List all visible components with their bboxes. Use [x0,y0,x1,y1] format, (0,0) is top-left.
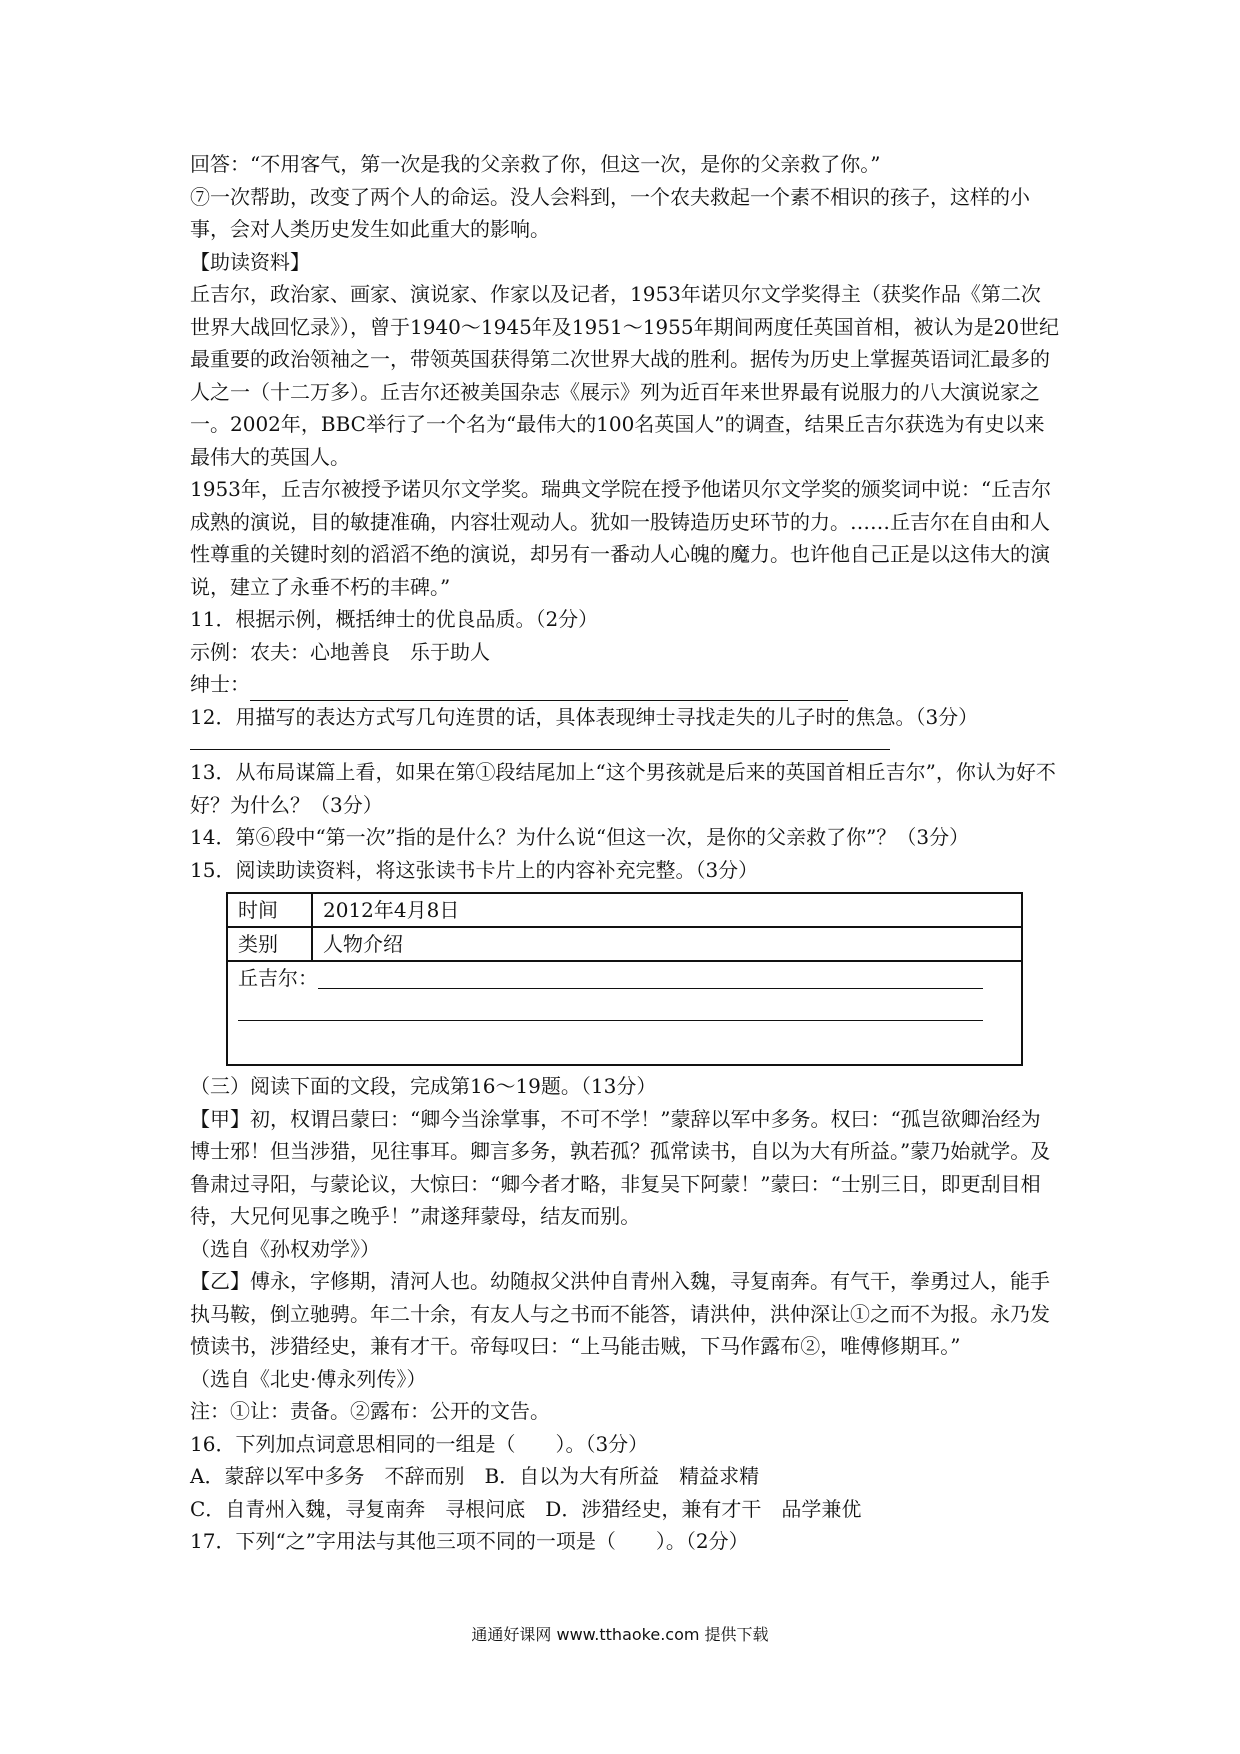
section-3-intro: （三）阅读下面的文段，完成第16～19题。（13分） [190,1074,657,1098]
passage-jia: 【甲】初，权谓吕蒙曰：“卿今当涂掌事，不可不学！”蒙辞以军中多务。权曰：“孤岂欲卿治经为博士邪！但当涉猎，见往事耳。卿言多务，孰若孤？孤常读书，自以为大有所益。”蒙乃始就学。及鲁肃过寻阳，与蒙论议，大惊曰：“卿今者才略，非复吴下阿蒙！”蒙曰：“士别三日，即更刮目相待，大兄何见事之晚乎！”肃遂拜蒙母，结友而别。 [190,1106,1051,1228]
card-category-key: 类别 [227,927,312,961]
question-11: 11．根据示例，概括绅士的优良品质。（2分） [190,607,599,631]
question-11-answer-label: 绅士： [190,672,250,696]
card-time-value: 2012年4月8日 [312,893,1022,927]
question-16: 16．下列加点词意思相同的一组是（ ）。（3分） [190,1431,649,1456]
reading-aid-para-1: 丘吉尔，政治家、画家、演说家、作家以及记者，1953年诺贝尔文学奖得主（获奖作品《第二次世界大战回忆录》），曾于1940～1945年及1951～1955年期间两度任英国首相，被认为是20世纪最重要的政治领袖之一，带领英国获得第二次世界大战的胜利。据传为历史上掌握英语词汇最多的人之一（十二万多）。丘吉尔还被美国杂志《展示》列为近百年来世界最有说服力的八大演说家之一。2002年，BBC举行了一个名为“最伟大的100名英国人”的调查，结果丘吉尔获选为有史以来最伟大的英国人。 [190,282,1060,469]
exam-page [190,148,1060,1558]
question-11-answer-row [190,668,1060,701]
reading-aid-heading: 【助读资料】 [190,249,310,274]
question-13: 13．从布局谋篇上看，如果在第①段结尾加上“这个男孩就是后来的英国首相丘吉尔”，你认为好不好？为什么？（3分） [190,760,1056,817]
card-body-label: 丘吉尔： [238,966,318,990]
passage-yi-source: （选自《北史·傅永列传》） [190,1366,427,1391]
card-time-key: 时间 [227,893,312,927]
question-17: 17．下列“之”字用法与其他三项不同的一项是（ ）。（2分） [190,1529,749,1553]
reading-aid-para-2: 1953年，丘吉尔被授予诺贝尔文学奖。瑞典文学院在授予他诺贝尔文学奖的颁奖词中说：“丘吉尔成熟的演说，目的敏捷准确，内容壮观动人。犹如一股铸造历史环节的力。……丘吉尔在自由和人性尊重的关键时刻的滔滔不绝的演说，却另有一番动人心魄的魔力。也许他自己正是以这伟大的演说，建立了永垂不朽的丰碑。” [190,477,1052,599]
passage-yi: 【乙】傅永，字修期，清河人也。幼随叔父洪仲自青州入魏，寻复南奔。有气干，拳勇过人，能手执马鞍，倒立驰骋。年二十余，有友人与之书而不能答，请洪仲，洪仲深让①之而不为报。永乃发愤读书，涉猎经史，兼有才干。帝每叹曰：“上马能击贼，下马作露布②，唯傅修期耳。” [190,1269,1050,1358]
reading-card [226,892,1023,1066]
story-para-7: ⑦一次帮助，改变了两个人的命运。没人会料到，一个农夫救起一个素不相识的孩子，这样的小事，会对人类历史发生如此重大的影响。 [190,184,1030,241]
question-12-answer-line[interactable] [190,733,890,750]
card-answer-line-1[interactable] [318,988,983,989]
question-12: 12．用描写的表达方式写几句连贯的话，具体表现绅士寻找走失的儿子时的焦急。（3分） [190,704,979,729]
question-16-options-cd: C．自青州入魏，寻复南奔 寻根问底 D．涉猎经史，兼有才干 品学兼优 [190,1496,862,1521]
footer-credit: 通通好课网 www.tthaoke.com 提供下载 [471,1625,769,1644]
question-15: 15．阅读助读资料，将这张读书卡片上的内容补充完整。（3分） [190,857,759,882]
question-16-options-ab: A．蒙辞以军中多务 不辞而别 B．自以为大有所益 精益求精 [190,1464,760,1488]
story-reply: 回答：“不用客气，第一次是我的父亲救了你，但这一次，是你的父亲救了你。” [190,152,881,176]
question-11-answer-blank[interactable] [250,678,848,701]
card-answer-line-2[interactable] [238,1020,983,1021]
question-11-example: 示例：农夫：心地善良 乐于助人 [190,639,490,664]
question-14: 14．第⑥段中“第一次”指的是什么？为什么说“但这一次，是你的父亲救了你”？（3分） [190,825,970,849]
card-category-value: 人物介绍 [312,927,1022,961]
card-body [227,961,1022,1065]
notes: 注：①让：责备。②露布：公开的文告。 [190,1399,550,1423]
passage-jia-source: （选自《孙权劝学》） [190,1236,380,1261]
